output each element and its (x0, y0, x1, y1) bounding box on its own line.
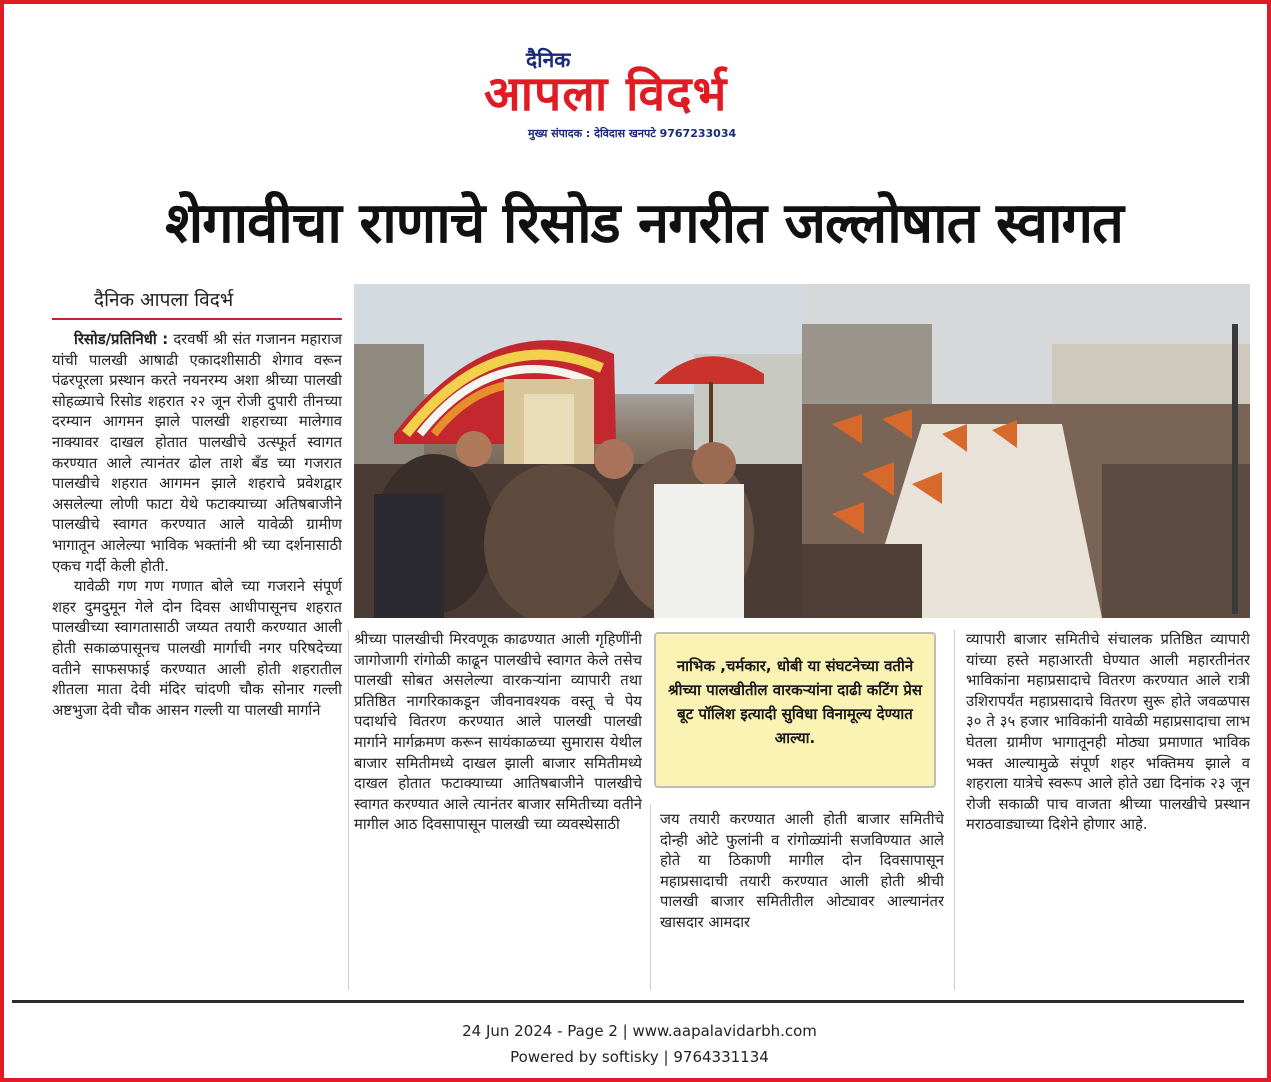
article-paragraph-3: श्रीच्या पालखीची मिरवणूक काढण्यात आली गृहिणींनी जागोजागी रांगोळी काढून पालखीचे स्वागत केले तसेच पालखी सोबत असलेल्या वारकऱ्यांना व्यापारी तथा प्रतिष्ठित नागरिकाकडून जीवनावश्यक वस्तू चे पेय पदार्थाचे वितरण करण्यात आले पालखी पालखी मार्गाने मार्गक्रमण करून सायंकाळच्या सुमारास येथील बाजार समितीमध्ये दाखल झाली बाजार समितीमध्ये दाखल होतात फटाक्याच्या आतिषबाजीने पालखीचे स्वागत करण्यात आले त्यानंतर बाजार समितीच्या वतीने मागील आठ दिवसापासून पालखी च्या व्यवस्थेसाठी (354, 631, 642, 834)
footer-powered-by: Powered by softisky | 9764331134 (510, 1048, 769, 1066)
article-column-1 (52, 330, 342, 990)
highlight-callout-box: नाभिक ,चर्मकार, धोबी या संघटनेच्या वतीने श्रीच्या पालखीतील वारकऱ्यांना दाढी कटिंग प्रेस बूट पॉलिश इत्यादी सुविधा विनामूल्य देण्यात आल्या. (654, 632, 936, 788)
article-column-4 (966, 630, 1250, 990)
column-divider (954, 630, 955, 990)
masthead (484, 46, 804, 146)
crowd-photo-illustration (802, 284, 1250, 618)
column-divider (650, 804, 651, 990)
masthead-editor-line: मुख्य संपादक : देविदास खनपटे 9767233034 (528, 127, 737, 140)
photo-palkhi-procession (354, 284, 802, 618)
dateline-location: रिसोड/प्रतिनिधी : (74, 331, 169, 348)
footer-divider (12, 1000, 1244, 1003)
article-paragraph-1: दरवर्षी श्री संत गजानन महाराज यांची पालखी आषाढी एकादशीसाठी शेगाव वरून पंढरपूरला प्रस्थान करते नयनरम्य अशा श्रीच्या पालखी सोहळ्याचे रिसोड शहरात २२ जून रोजी दुपारी तीनच्या दरम्यान आगमन झाले पालखी शहराच्या मालेगाव नाक्यावर दाखल होतात पालखीचे उत्स्फूर्त स्वागत करण्यात आले त्यानंतर ढोल ताशे बँड च्या गजरात पालखीचे शहरात आगमन झाले शहराचे प्रवेशद्वार असलेल्या लोणी फाटा येथे फटाक्याच्या अतिषबाजीने पालखीचे स्वागत करण्यात आले यावेळी ग्रामीण भागातून आलेल्या भाविक भक्तांनी श्री च्या दर्शनासाठी एकच गर्दी केली होती. (52, 331, 342, 575)
palkhi-photo-illustration (354, 284, 802, 618)
article-column-2 (354, 630, 642, 990)
byline-text: दैनिक आपला विदर्भ (94, 289, 234, 311)
article-paragraph-5: व्यापारी बाजार समितीचे संचालक प्रतिष्ठित व्यापारी यांच्या हस्ते महाआरती घेण्यात आली महारतीनंतर भाविकांना महाप्रसादाचे वितरण करण्यात आले रात्री उशिरापर्यंत महाप्रसादाचे वितरण सुरू होते जवळपास ३० ते ३५ हजार भाविकांनी यावेळी महाप्रसादाचा लाभ घेतला ग्रामीण भागातूनही मोठ्या प्रमाणात भाविक भक्त आल्यामुळे संपूर्ण शहर भक्तिमय झाले व शहराला यात्रेचे स्वरूप आले होते उद्या दिनांक २३ जून रोजी सकाळी पाच वाजता श्रीच्या पालखीचे प्रस्थान मराठवाड्याच्या दिशेने होणार आहे. (966, 631, 1250, 834)
page-headline: शेगावीचा राणाचे रिसोड नगरीत जल्लोषात स्वागत (165, 191, 1123, 256)
article-paragraph-2: यावेळी गण गण गणात बोले च्या गजराने संपूर्ण शहर दुमदुमून गेले दोन दिवस आधीपासूनच शहरात पालखीच्या स्वागतासाठी जय्यत तयारी करण्यात आली होती सकाळपासूनच पालखी मार्गाची नगर परिषदेच्या वतीने साफसफाई करण्यात आली होती शहरातील शीतला माता देवी मंदिर चांदणी चौक सोनार गल्ली अष्टभुजा देवी चौक आसन गल्ली या पालखी मार्गाने (52, 578, 342, 719)
byline (52, 282, 342, 320)
photo-street-crowd (802, 284, 1250, 618)
masthead-title: आपला विदर्भ (484, 66, 728, 122)
article-paragraph-4: जय तयारी करण्यात आली होती बाजार समितीचे दोन्ही ओटे फुलांनी व रांगोळ्यांनी सजविण्यात आले होते या ठिकाणी मागील दोन दिवसापासून महाप्रसादाची तयारी करण्यात आली होती श्रीची पालखी बाजार समितीतील ओट्यावर आल्यानंतर खासदार आमदार (660, 811, 944, 931)
article-column-3 (660, 810, 944, 990)
column-divider (348, 630, 349, 990)
masthead-small-word: दैनिक (526, 48, 571, 72)
footer-date-page: 24 Jun 2024 - Page 2 | www.aapalavidarbh.com (462, 1022, 817, 1040)
